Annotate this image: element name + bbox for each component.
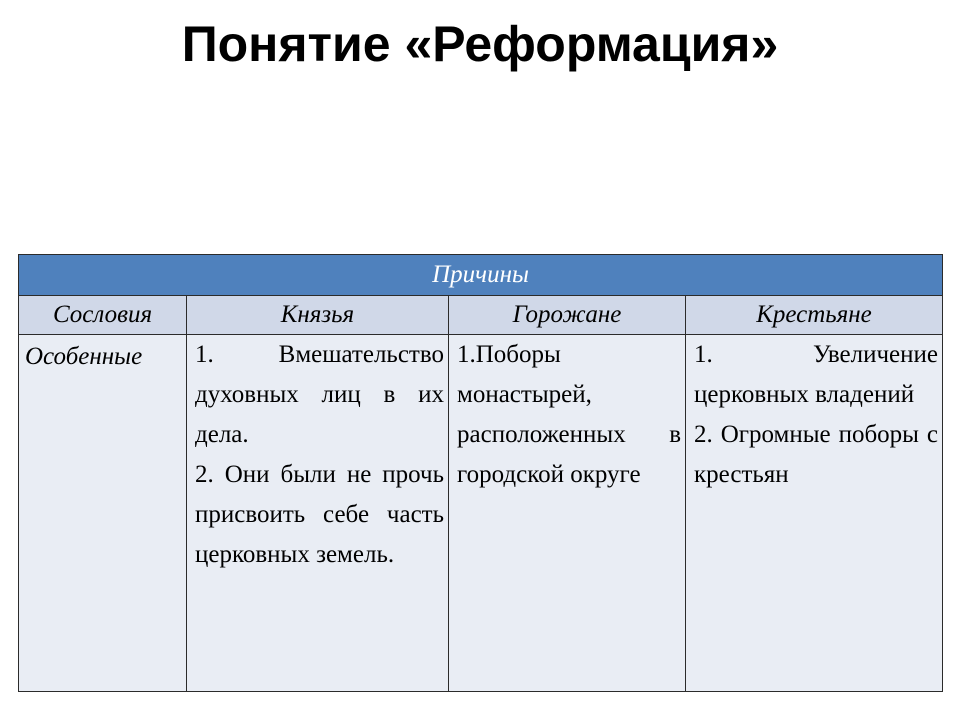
table-header-row: [19, 255, 943, 296]
column-header-peasants: Крестьяне: [686, 296, 943, 335]
column-header-princes: Князья: [187, 296, 449, 335]
column-header-estates: Сословия: [19, 296, 187, 335]
row-label-special: Особенные: [19, 335, 187, 692]
princes-reason-2: 2. Они были не прочь присвоить себе часть церковных земель.: [195, 461, 444, 568]
table-header-reasons: Причины: [19, 255, 943, 296]
cell-peasants: [686, 335, 943, 692]
cell-princes: [187, 335, 449, 692]
princes-reason-1: 1. Вмешательство духовных лиц в их дела.: [195, 341, 444, 448]
page-title: Понятие «Реформация»: [181, 16, 779, 72]
peasants-reason-1: 1. Увеличение церковных владений: [694, 341, 939, 408]
cell-townspeople: [449, 335, 686, 692]
column-header-townspeople: Горожане: [449, 296, 686, 335]
reasons-table: [18, 254, 943, 692]
peasants-reason-2: 2. Огромные поборы с крестьян: [694, 421, 939, 488]
townspeople-reason-1: 1.Поборы монастырей, расположенных в городской округе: [457, 341, 681, 488]
column-header-row: [19, 296, 943, 335]
table-row: [19, 335, 943, 692]
